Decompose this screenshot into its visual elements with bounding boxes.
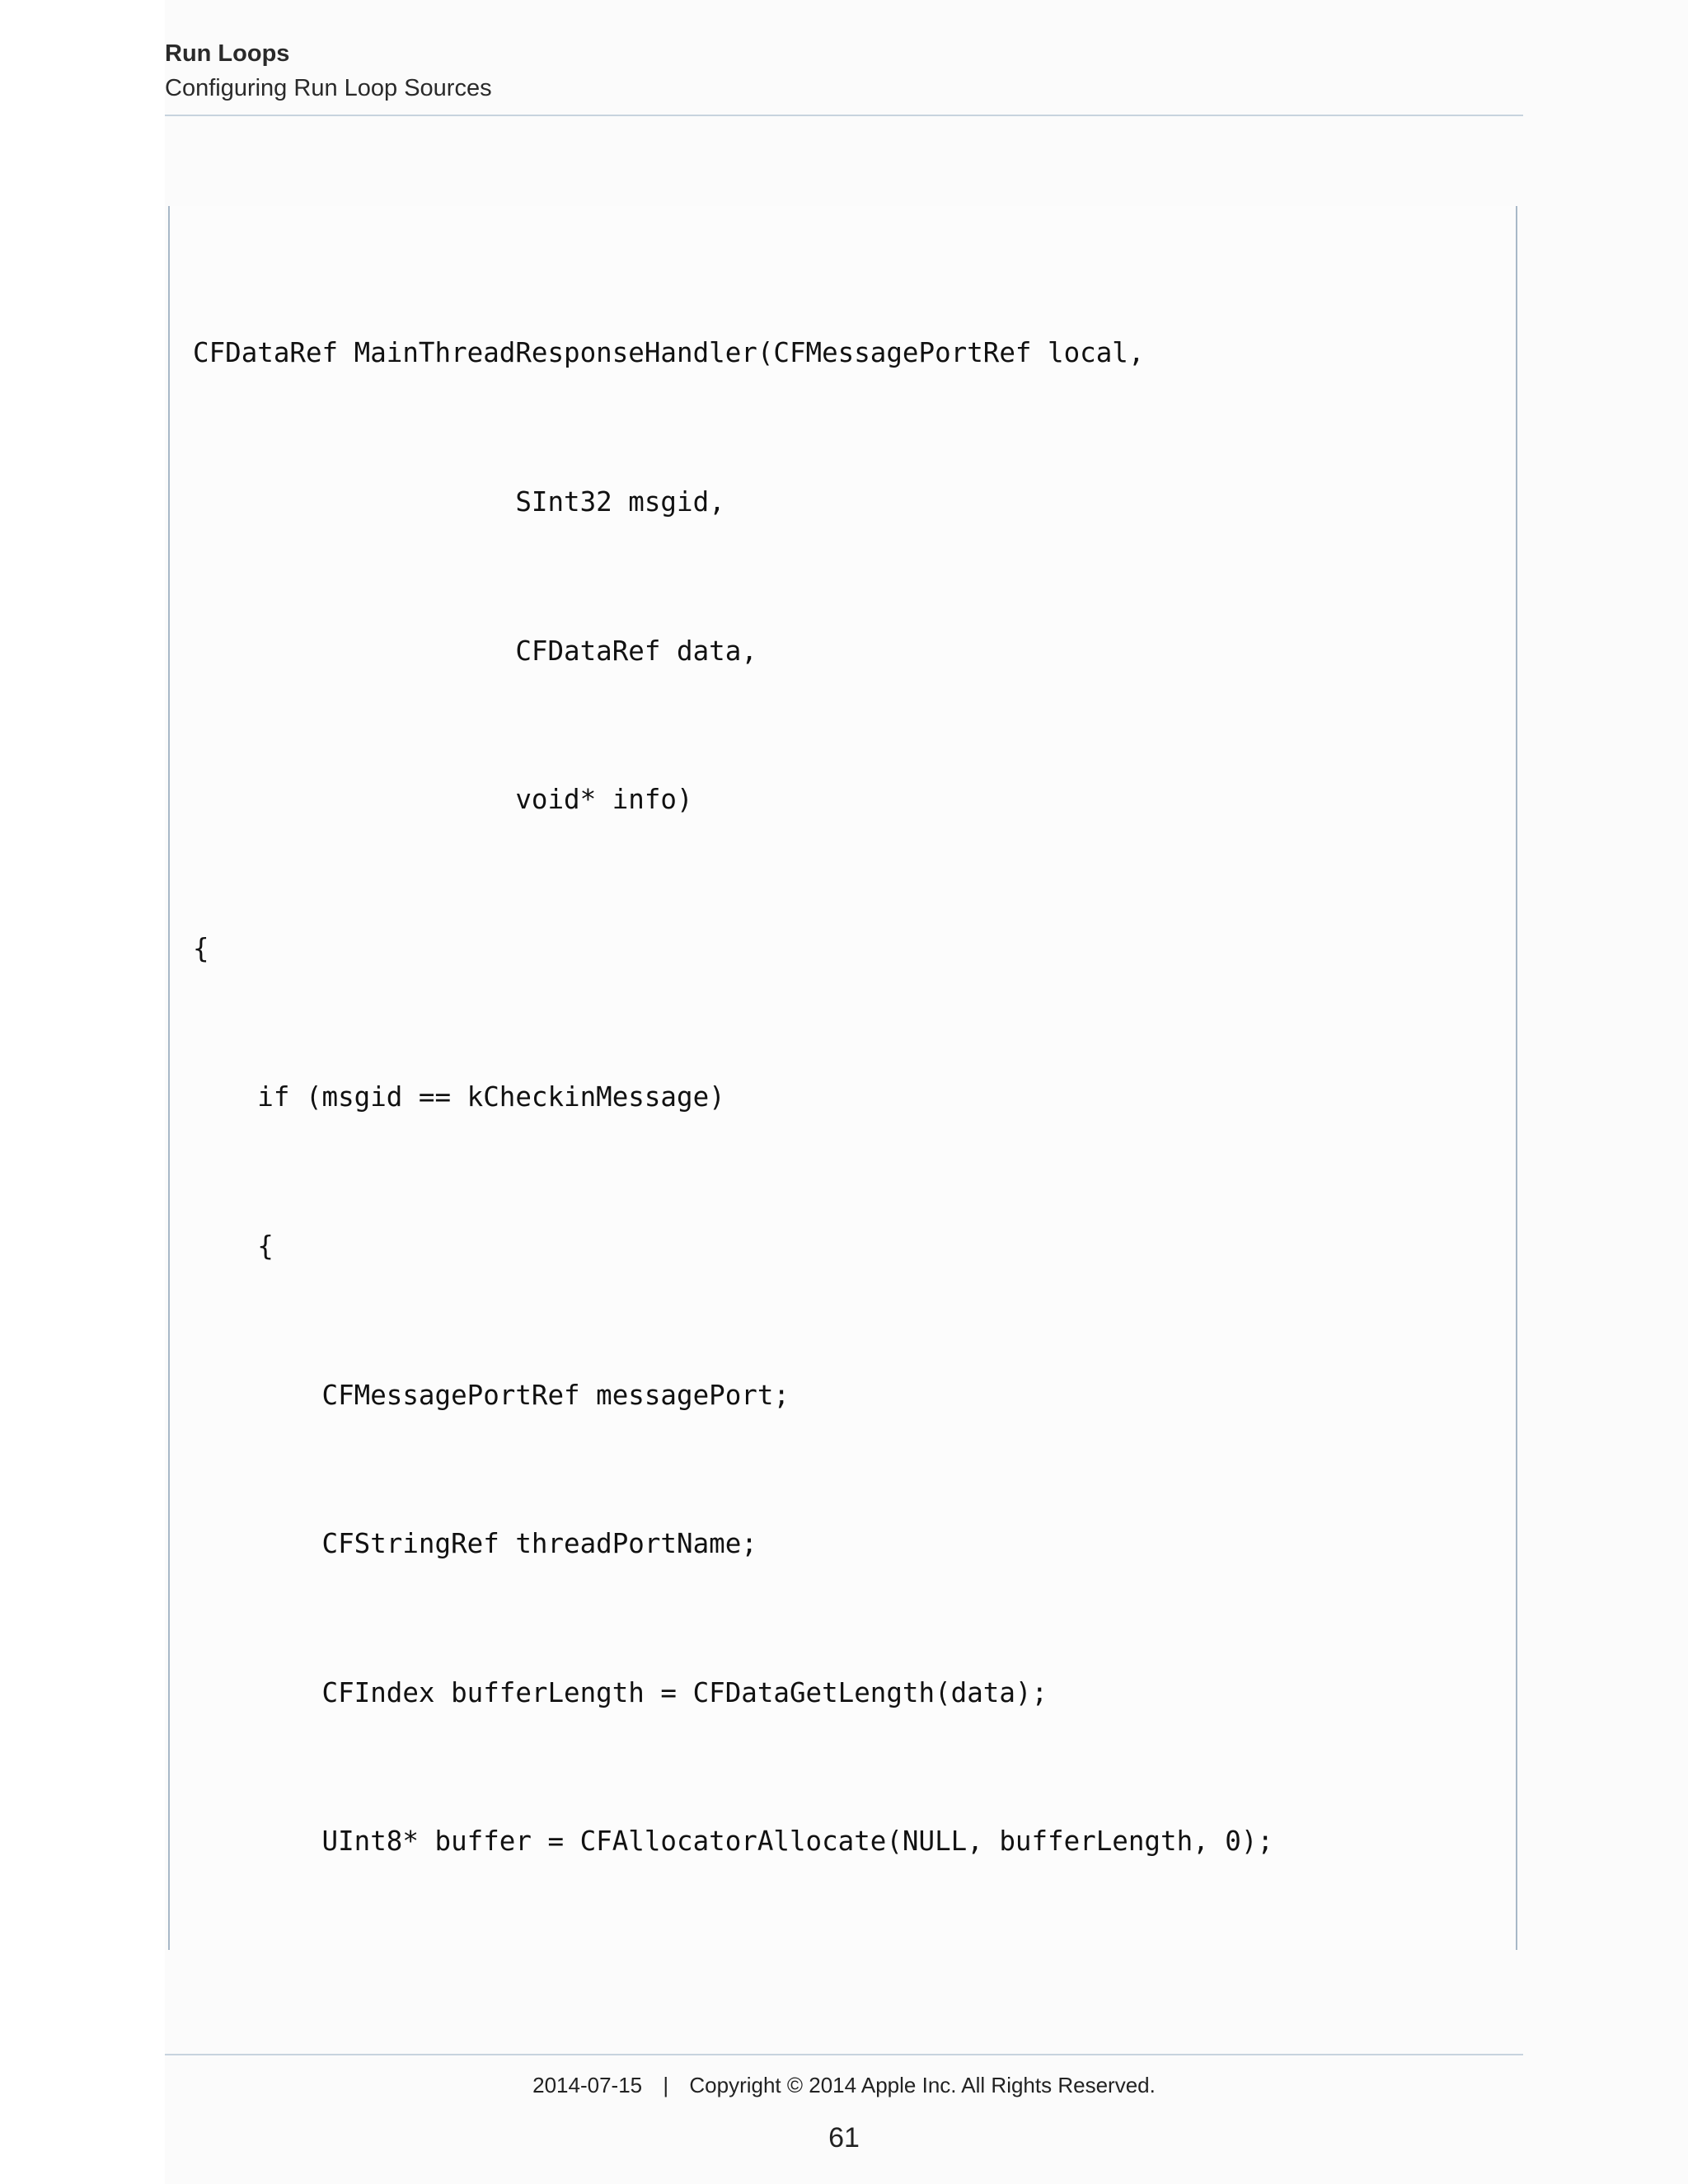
code-line: CFStringRef threadPortName; (193, 1528, 757, 1560)
page-number: 61 (828, 2122, 860, 2154)
footer-divider (165, 2054, 1523, 2055)
footer-separator: | (663, 2073, 669, 2097)
chapter-title: Run Loops (165, 40, 290, 67)
code-block (193, 229, 1515, 1950)
footer-meta (165, 2069, 1523, 2102)
copyright-notice: Copyright © 2014 Apple Inc. All Rights Reserved. (689, 2073, 1156, 2097)
code-line: { (193, 1230, 274, 1262)
code-line: if (msgid == kCheckinMessage) (193, 1081, 725, 1113)
code-listing (168, 206, 1517, 1950)
code-line: CFDataRef MainThreadResponseHandler(CFMessagePortRef local, (193, 337, 1145, 369)
section-title: Configuring Run Loop Sources (165, 75, 492, 101)
publication-date: 2014-07-15 (532, 2073, 643, 2097)
page-header (165, 36, 1523, 105)
code-line: SInt32 msgid, (193, 486, 725, 518)
code-line: void* info) (193, 784, 693, 816)
page-footer (165, 2069, 1523, 2156)
code-line: { (193, 932, 209, 964)
code-line: CFIndex bufferLength = CFDataGetLength(data); (193, 1676, 1048, 1708)
code-line: CFMessagePortRef messagePort; (193, 1379, 790, 1411)
code-line: UInt8* buffer = CFAllocatorAllocate(NULL, bufferLength, 0); (193, 1825, 1273, 1858)
code-line: CFDataRef data, (193, 635, 757, 667)
header-divider (165, 115, 1523, 116)
